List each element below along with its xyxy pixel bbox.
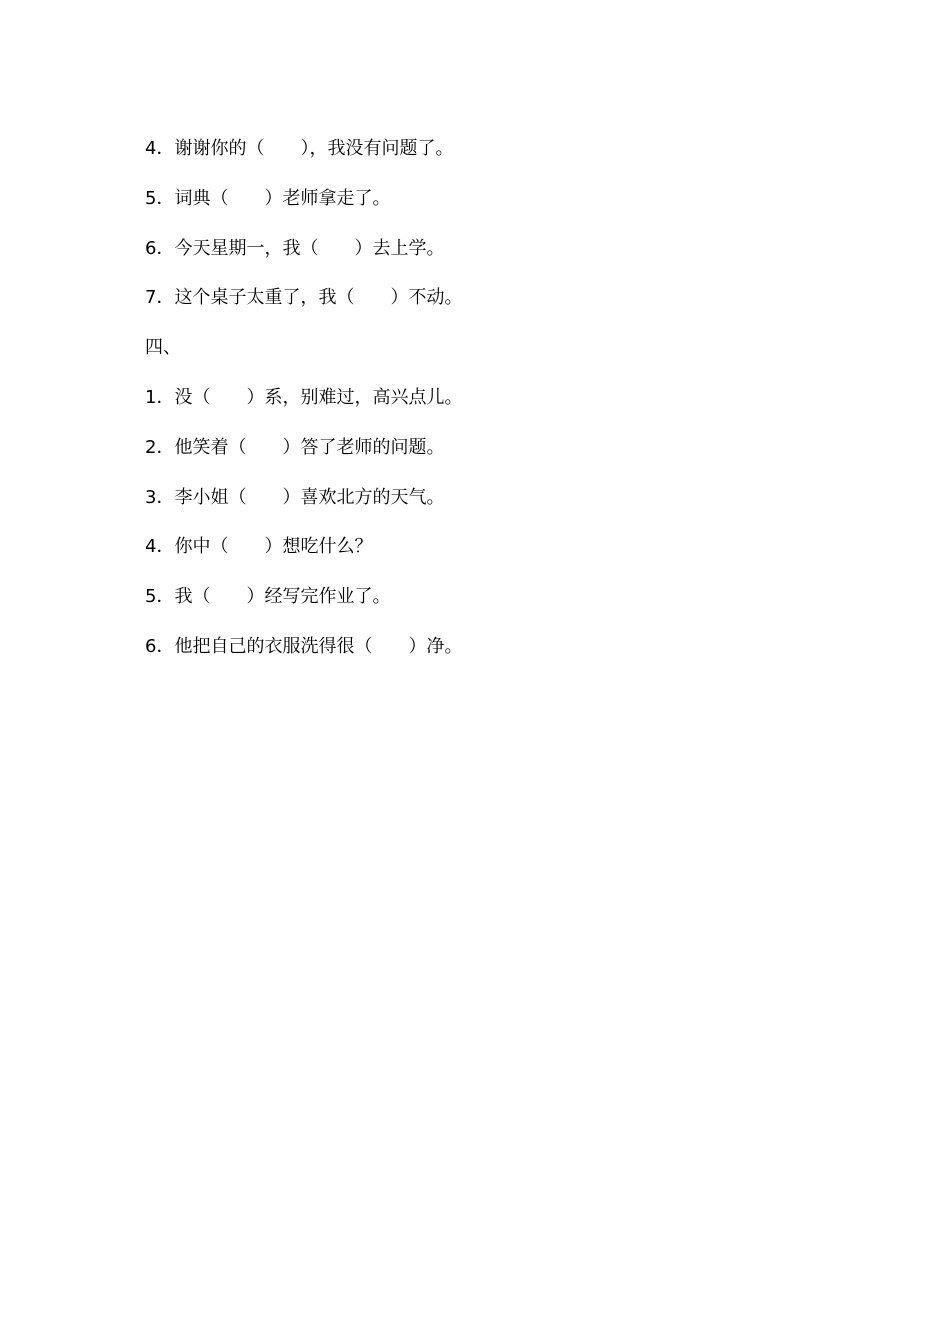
question-line: 2．他笑着（ ）答了老师的问题。: [145, 436, 445, 458]
question-line: 5．词典（ ）老师拿走了。: [145, 187, 391, 209]
question-line: 4．谢谢你的（ ），我没有问题了。: [145, 138, 454, 159]
worksheet-content: [145, 136, 845, 684]
section-heading: 四、: [145, 337, 181, 359]
question-line: 1．没（ ）系，别难过，高兴点儿。: [145, 386, 463, 408]
question-line: 3．李小姐（ ）喜欢北方的天气。: [145, 486, 445, 508]
question-line: 5．我（ ）经写完作业了。: [145, 586, 391, 608]
question-line: 6．今天星期一，我（ ）去上学。: [145, 237, 445, 259]
question-line: 7．这个桌子太重了，我（ ）不动。: [145, 287, 463, 309]
question-line: 6．他把自己的衣服洗得很（ ）净。: [145, 635, 463, 657]
question-line: 4．你中（ ）想吃什么？: [145, 536, 373, 558]
